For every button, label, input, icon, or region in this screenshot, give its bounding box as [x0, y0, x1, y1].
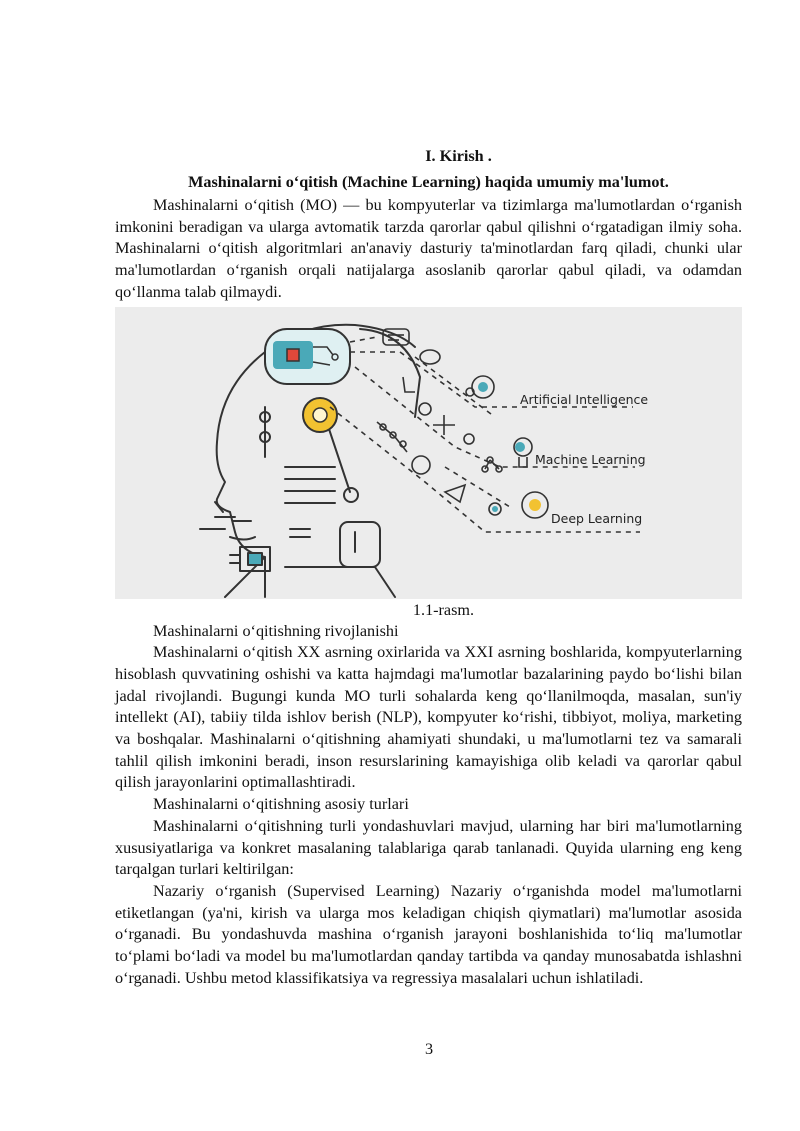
intro-paragraph: Mashinalarni o‘qitish (MO) — bu kompyuterlar va tizimlarga ma'lumotlardan o‘rganish imkonini beradigan va ularga avtomatik tarzda qarorlar qabul qilishni o‘rgatadigan ilmiy soha. Mashinalarni o‘qitish algoritmlari an'anaviy dasturiy ta'minotlardan farq qiladi, chunki ular ma'lumotlardan o‘rganish orqali natijalarga asoslanib qarorlar qabul qiladi, va odamdan qo‘llanma talab qilmaydi.: [115, 196, 742, 301]
label-artificial-intelligence: Artificial Intelligence: [520, 391, 649, 407]
development-paragraph: Mashinalarni o‘qitish XX asrning oxirlarida va XXI asrning boshlarida, kompyuterlarning hisoblash quvvatining oshishi va katta hajmdagi ma'lumotlar bazalarining paydo bo‘lishi bilan jadal rivojlandi. Bugungi kunda MO turli sohalarda keng qo‘llanilmoqda, masalan, sun'iy intellekt (AI), tabiiy tilda ishlov berish (NLP), kompyuter ko‘rishi, tibbiyot, moliya, marketing va boshqalar. Mashinalarni o‘qitishning ahamiyati shundaki, u ma'lumotlarni tez va samarali tahlil qilish imkonini beradi, inson resurslarining kamayishiga olib keladi va qarorlar qabul qilish jarayonlarini optimallashtiradi.: [115, 643, 742, 792]
ai-head-illustration: [115, 307, 742, 599]
document-page: [115, 143, 742, 989]
section-title-types: Mashinalarni o‘qitishning asosiy turlari: [153, 795, 409, 814]
label-machine-learning: Machine Learning: [535, 451, 646, 467]
page-number: 3: [424, 1040, 434, 1058]
label-deep-learning: Deep Learning: [551, 510, 643, 526]
ai-illustration-figure: [115, 307, 742, 599]
supervised-learning-paragraph: Nazariy o‘rganish (Supervised Learning) Nazariy o‘rganishda model ma'lumotlarni etiketlangan (ya'ni, kirish va ularga mos keladigan chiqish qiymatlari) ma'lumotlar asosida o‘rganadi. Bu yondashuvda mashina o‘rganish jarayoni boshlanishida to‘liq ma'lumotlar to‘plami bo‘ladi va model bu ma'lumotlardan qanday tartibda va qanday munosabatda ishlashni o‘rganadi. Ushbu metod klassifikatsiya va regressiya masalalari uchun ishlatiladi.: [115, 881, 742, 987]
types-intro-paragraph: Mashinalarni o‘qitishning turli yondashuvlari mavjud, ularning har biri ma'lumotlarning xususiyatlariga va konkret masalaning talablariga qarab tanlanadi. Quyida ularning eng keng tarqalgan turlari keltirilgan:: [115, 816, 742, 879]
document-subheading: Mashinalarni o‘qitish (Machine Learning) haqida umumiy ma'lumot.: [188, 173, 669, 191]
section-title-development: Mashinalarni o‘qitishning rivojlanishi: [153, 621, 399, 640]
figure-caption: 1.1-rasm.: [412, 600, 475, 619]
section-heading: I. Kirish .: [425, 147, 492, 165]
